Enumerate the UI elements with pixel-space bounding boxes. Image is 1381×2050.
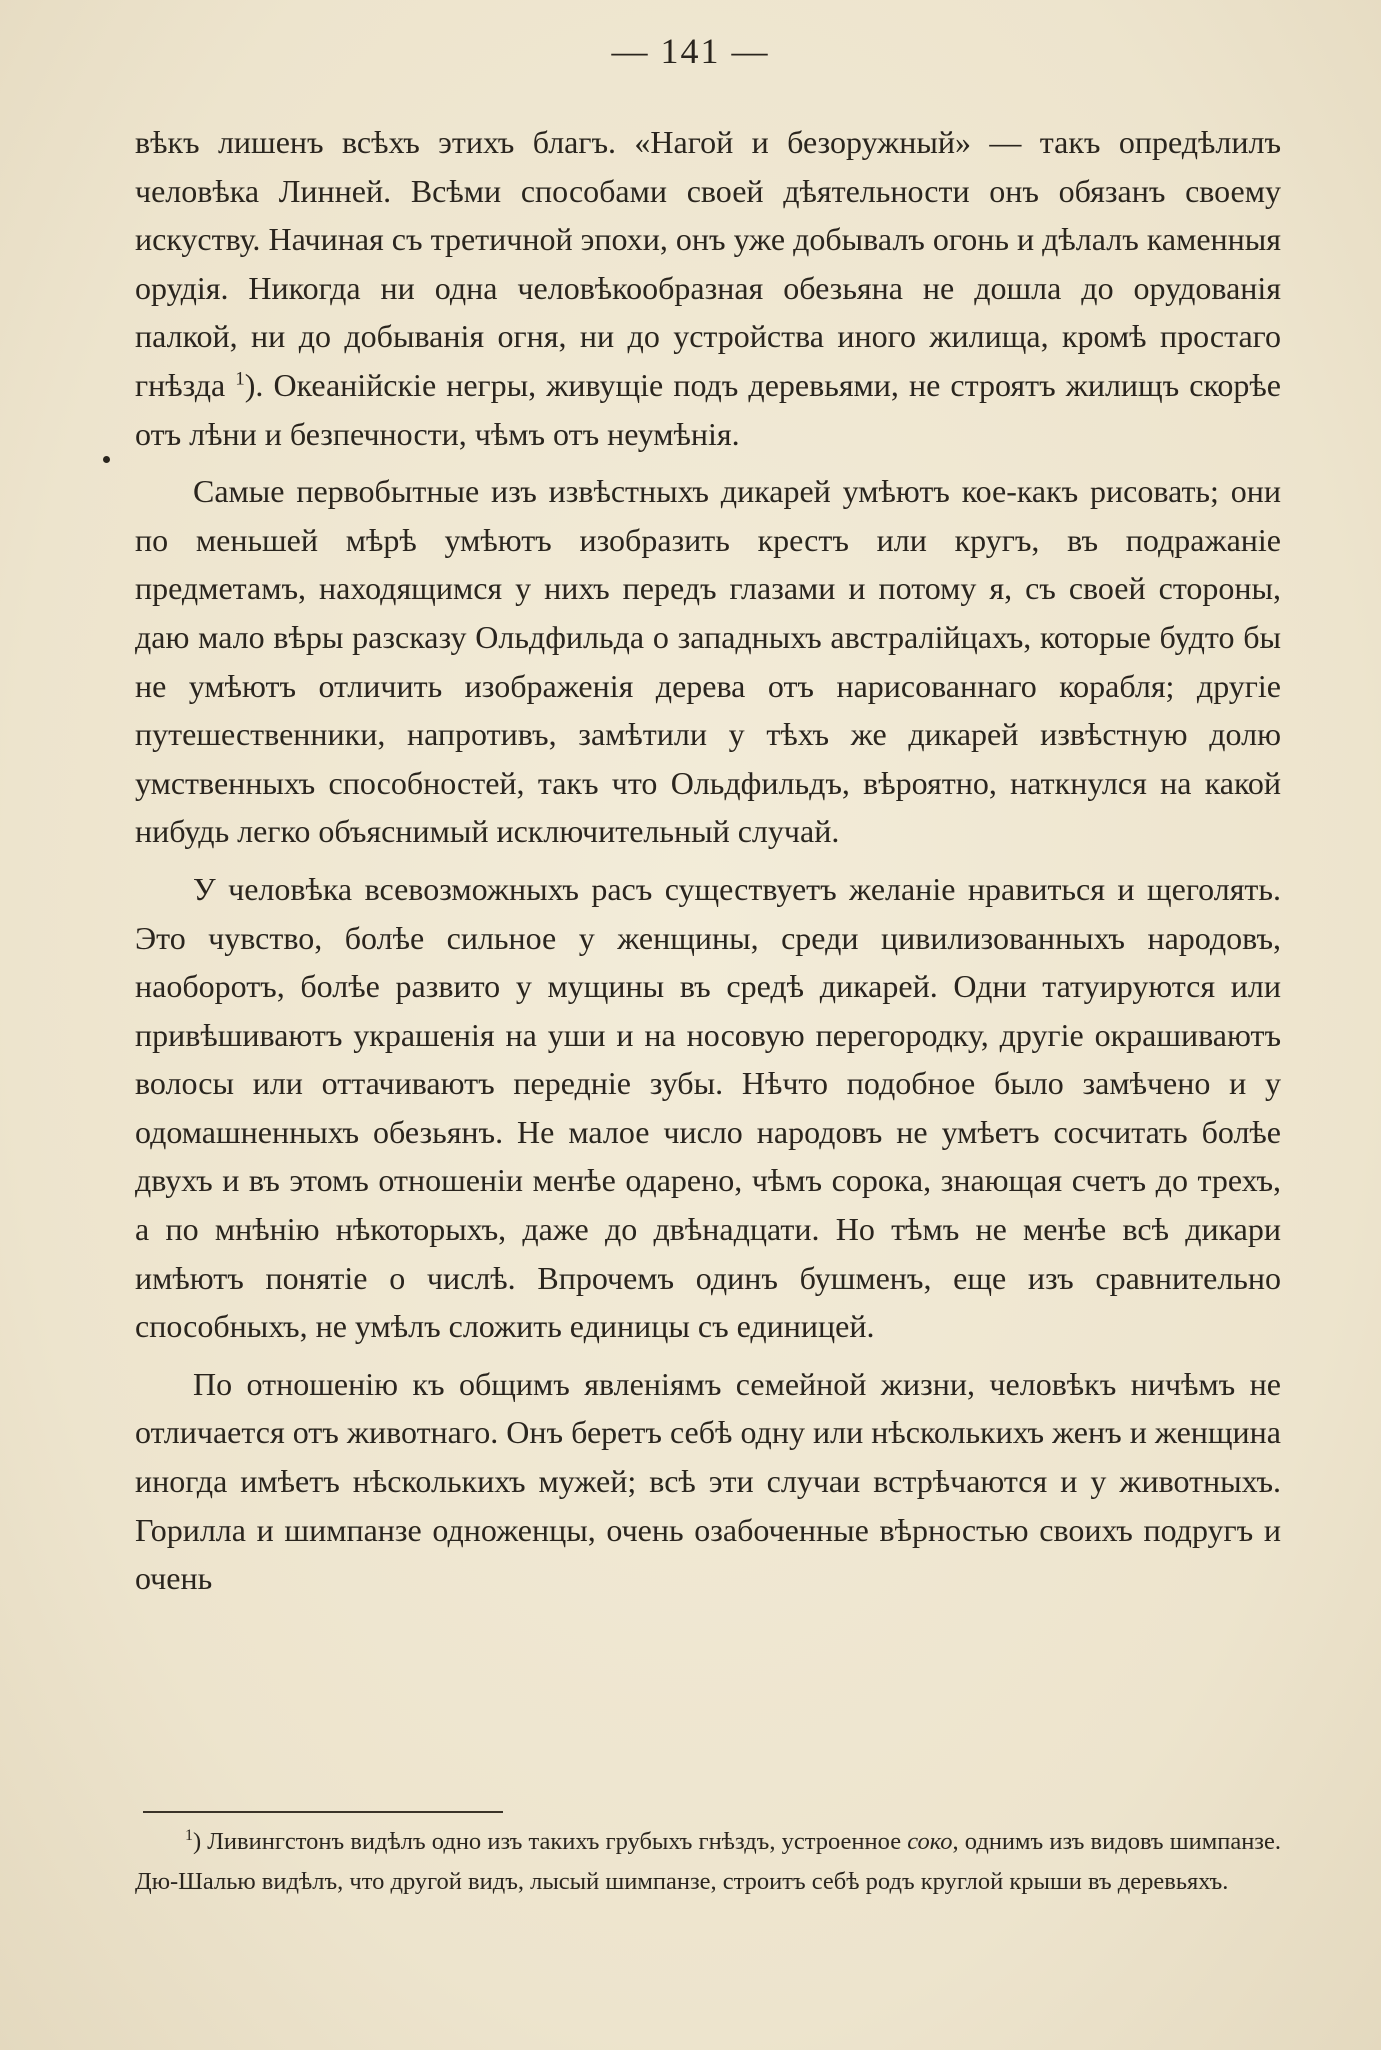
footnote-reference: 1 xyxy=(235,368,245,390)
margin-mark xyxy=(103,456,110,463)
footnote-text: ) Ливингстонъ видѣлъ одно изъ такихъ грубыхъ гнѣздъ, устроенное xyxy=(193,1828,908,1855)
paragraph-2: Самые первобытные изъ извѣстныхъ дикарей умѣютъ кое-какъ рисовать; они по меньшей мѣрѣ умѣютъ изобразить крестъ или кругъ, въ подражаніе предметамъ, находящимся у нихъ передъ глазами и потому я, съ своей стороны, даю мало вѣры разсказу Ольдфильда о западныхъ австралійцахъ, которые будто бы не умѣютъ отличить изображенія дерева отъ нарисованнаго корабля; другіе путешественники, напротивъ, замѣтили у тѣхъ же дикарей извѣстную долю умственныхъ способностей, такъ что Ольдфильдъ, вѣроятно, наткнулся на какой нибудь легко объяснимый исключительный случай. xyxy=(135,473,1281,850)
footnote xyxy=(135,1822,1281,1901)
body-text xyxy=(135,118,1281,1603)
page-number: — 141 — xyxy=(611,31,770,71)
paragraph-4: По отношенію къ общимъ явленіямъ семейной жизни, человѣкъ ничѣмъ не отличается отъ животнаго. Онъ беретъ себѣ одну или нѣсколькихъ женъ и женщина иногда имѣетъ нѣсколькихъ мужей; всѣ эти случаи встрѣчаются и у животныхъ. Горилла и шимпанзе одноженцы, очень озабоченные вѣрностью своихъ подругъ и очень xyxy=(135,1365,1281,1597)
footnote-italic-term: соко xyxy=(907,1828,953,1855)
paragraph-1 xyxy=(135,118,1281,458)
footnote-text-continued: , однимъ изъ видовъ шимпанзе. Дю-Шалью видѣлъ, что другой видъ, лысый шимпанзе, строитъ себѣ родъ круглой крыши въ деревьяхъ. xyxy=(135,1828,1281,1895)
footnote-marker: 1 xyxy=(185,1826,193,1844)
paragraph-1-text: вѣкъ лишенъ всѣхъ этихъ благъ. «Нагой и безоружный» — такъ опредѣлилъ человѣка Линней. Всѣми способами своей дѣятельности онъ обязанъ своему искуству. Начиная съ третичной эпохи, онъ уже добывалъ огонь и дѣлалъ каменныя орудія. Никогда ни одна человѣкообразная обезьяна не дошла до орудованія палкой, ни до добыванія огня, ни до устройства иного жилища, кромѣ простаго гнѣзда xyxy=(135,124,1281,403)
paragraph-1-text-continued: ). Океанійскіе негры, живущіе подъ деревьями, не строятъ жилищъ скорѣе отъ лѣни и безпечности, чѣмъ отъ неумѣнія. xyxy=(135,366,1282,452)
footnote-divider xyxy=(143,1811,503,1813)
paragraph-3: У человѣка всевозможныхъ расъ существуетъ желаніе нравиться и щеголять. Это чувство, болѣе сильное у женщины, среди цивилизованныхъ народовъ, наоборотъ, болѣе развито у мущины въ средѣ дикарей. Одни татуируются или привѣшиваютъ украшенія на уши и на носовую перегородку, другіе окрашиваютъ волосы или оттачиваютъ передніе зубы. Нѣчто подобное было замѣчено и у одомашненныхъ обезьянъ. Не малое число народовъ не умѣетъ сосчитать болѣе двухъ и въ этомъ отношеніи менѣе одарено, чѣмъ сорока, знающая счетъ до трехъ, а по мнѣнію нѣкоторыхъ, даже до двѣнадцати. Но тѣмъ не менѣе всѣ дикари имѣютъ понятіе о числѣ. Впрочемъ одинъ бушменъ, еще изъ сравнительно способныхъ, не умѣлъ сложить единицы съ единицей. xyxy=(135,870,1281,1345)
